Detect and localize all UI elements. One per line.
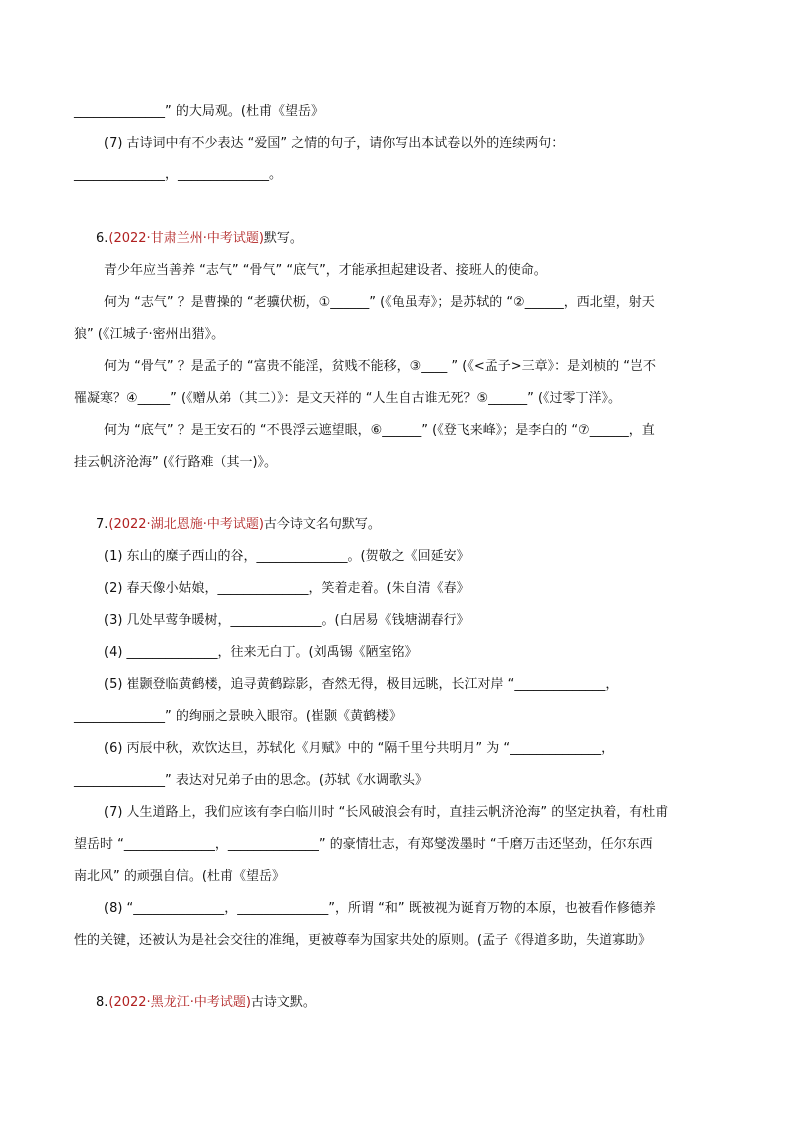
question-source: (2022·甘肃兰州·中考试题): [108, 231, 264, 246]
text-line: (8) “______________，______________”，所谓 “和” 既被视为诞育万物的本原，也被看作修德养: [104, 901, 656, 916]
text-line: (7) 人生道路上，我们应该有李白临川时 “长风破浪会有时，直挂云帆济沧海” 的坚定执着，有杜甫: [104, 805, 669, 820]
text-line: 何为 “骨气” ？是孟子的 “富贵不能淫，贫贱不能移，③____ ” (《<孟子>三章》：是刘桢的 “岂不: [104, 359, 656, 374]
text-line: (5) 崔颢登临黄鹤楼，追寻黄鹤踪影，杳然无得，极目远眺，长江对岸 “______________，: [104, 677, 619, 692]
text-line: 挂云帆济沧海” (《行路难（其一)》。: [74, 455, 278, 470]
text-line: (3) 几处早莺争暖树，______________。(白居易《钱塘湖春行》: [104, 613, 470, 628]
text-line: 何为 “志气” ？是曹操的 “老骥伏枥，①______” (《龟虽寿》；是苏轼的 “②______，西北望，射天: [104, 295, 655, 310]
question-instruction: 古诗文默。: [250, 995, 316, 1010]
text-line: ______________，______________。: [74, 167, 283, 182]
text-line: ______________” 的绚丽之景映入眼帘。(崔颢《黄鹤楼》: [74, 709, 402, 724]
question-number: 6.: [96, 231, 109, 246]
text-line: (7) 古诗词中有不少表达 “爱国” 之情的句子，请你写出本试卷以外的连续两句：: [104, 136, 565, 151]
text-line: 望岳时 “______________，______________” 的豪情壮志，有郑燮泼墨时 “千磨万击还坚劲，任尔东西: [74, 837, 653, 852]
text-line: ______________” 的大局观。(杜甫《望岳》: [74, 104, 324, 119]
question-instruction: 古今诗文名句默写。: [263, 517, 381, 532]
question-heading: [96, 995, 794, 1011]
question-heading: [96, 517, 794, 533]
text-line: (6) 丙辰中秋，欢饮达旦，苏轼化《月赋》中的 “隔千里兮共明月” 为 “______________，: [104, 741, 615, 756]
text-line: 何为 “底气” ？是王安石的 “不畏浮云遮望眼，⑥______” (《登飞来峰》；是李白的 “⑦______，直: [104, 423, 655, 438]
text-line: 狼” (《江城子·密州出猎》。: [74, 327, 225, 342]
question-source: (2022·黑龙江·中考试题): [108, 995, 251, 1010]
text-line: (2) 春天像小姑娘，______________，笑着走着。(朱自清《春》: [104, 581, 470, 596]
question-number: 7.: [96, 517, 109, 532]
text-line: (1) 东山的糜子西山的谷，______________。(贺敬之《回延安》: [104, 549, 470, 564]
text-line: ______________” 表达对兄弟子由的思念。(苏轼《水调歌头》: [74, 773, 428, 788]
text-line: 性的关键，还被认为是社会交往的准绳，更被尊奉为国家共处的原则。(孟子《得道多助，失道寡助》: [74, 933, 652, 948]
question-source: (2022·湖北恩施·中考试题): [108, 517, 264, 532]
text-line: 青少年应当善养 “志气” “骨气” “底气”，才能承担起建设者、接班人的使命。: [104, 263, 547, 278]
question-instruction: 默写。: [263, 231, 303, 246]
text-line: 南北风” 的顽强自信。(杜甫《望岳》: [74, 869, 285, 884]
text-line: (4) ______________，往来无白丁。(刘禹锡《陋室铭》: [104, 645, 418, 660]
question-number: 8.: [96, 995, 109, 1010]
question-heading: [96, 231, 794, 247]
text-line: 罹凝寒？④_____” (《赠从弟（其二）》：是文天祥的 “人生自古谁无死？⑤______” (《过零丁洋》。: [74, 391, 622, 406]
